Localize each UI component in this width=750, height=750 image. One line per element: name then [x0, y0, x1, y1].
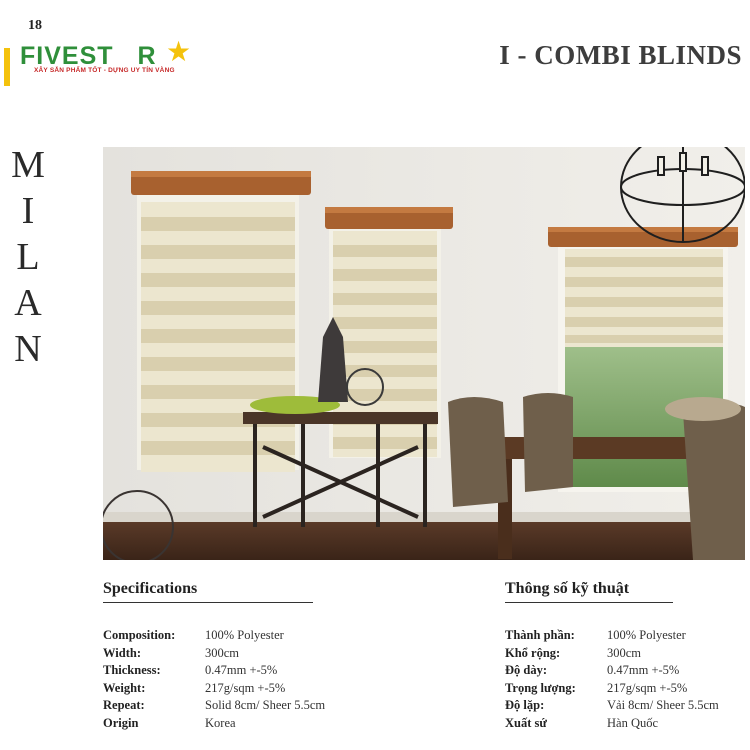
page-number: 18 — [28, 18, 42, 33]
section-title: I - COMBI BLINDS — [499, 40, 742, 70]
spec-label: Khổ rộng: — [505, 645, 561, 660]
spec-label: Thành phần: — [505, 628, 575, 642]
specifications-heading-vi: Thông số kỹ thuật — [505, 580, 673, 603]
spec-value: Solid 8cm/ Sheer 5.5cm — [205, 698, 326, 713]
spec-row — [103, 715, 343, 733]
logo-wordmark-end: R — [137, 42, 157, 70]
spec-value: 100% Polyester — [607, 628, 686, 642]
spec-value: Hàn Quốc — [607, 715, 659, 730]
window-blind-left — [131, 171, 311, 472]
spec-row — [103, 627, 343, 645]
spec-row — [505, 645, 745, 663]
spec-label: Origin — [103, 715, 139, 730]
spec-label: Weight: — [103, 680, 146, 695]
spec-row — [103, 680, 343, 698]
spec-row — [103, 645, 343, 663]
spec-value: 100% Polyester — [205, 628, 284, 642]
spec-label: Xuất sứ — [505, 715, 547, 730]
fivestar-logo — [4, 35, 204, 90]
spec-value: 0.47mm +-5% — [607, 663, 680, 678]
spec-value: 217g/sqm +-5% — [205, 680, 286, 695]
logo-star-icon: ★ — [166, 35, 192, 68]
spec-row — [505, 697, 745, 715]
spec-list-vi — [505, 627, 745, 733]
spec-label: Trọng lượng: — [505, 680, 576, 695]
spec-row — [505, 715, 745, 733]
spec-row — [505, 662, 745, 680]
spec-list — [103, 627, 343, 733]
spec-value: Vải 8cm/ Sheer 5.5cm — [607, 698, 719, 713]
product-photo — [103, 147, 745, 560]
spec-row — [505, 680, 745, 698]
spec-label: Repeat: — [103, 698, 145, 713]
spec-label: Thickness: — [103, 663, 161, 678]
product-name-letter: N — [14, 328, 42, 370]
spec-value: 300cm — [607, 645, 642, 660]
spec-label: Độ lặp: — [505, 698, 545, 713]
spec-row — [505, 627, 745, 645]
spec-row — [103, 697, 343, 715]
logo-wordmark-text: FIVEST — [20, 42, 114, 70]
specifications-heading: Specifications — [103, 580, 313, 603]
logo-accent-bar — [4, 48, 10, 86]
product-name-letter: A — [14, 282, 42, 324]
product-name-letter: L — [16, 236, 40, 278]
product-name-letter: I — [21, 190, 35, 232]
spec-row — [103, 662, 343, 680]
spec-label: Composition: — [103, 628, 176, 642]
spec-value: 300cm — [205, 645, 240, 660]
room-scene-illustration — [103, 147, 745, 560]
specifications-vietnamese — [505, 580, 745, 733]
product-name-letter: M — [11, 144, 45, 186]
product-name-vertical — [8, 146, 48, 376]
specifications-english — [103, 580, 343, 733]
spec-value: 0.47mm +-5% — [205, 663, 278, 678]
spec-value: 217g/sqm +-5% — [607, 680, 688, 695]
spec-label: Width: — [103, 645, 141, 660]
spec-label: Độ dày: — [505, 663, 548, 678]
logo-tagline: XÂY SẮN PHẨM TỐT - DỰNG UY TÍN VÀNG — [34, 67, 175, 74]
spec-value: Korea — [205, 715, 236, 730]
